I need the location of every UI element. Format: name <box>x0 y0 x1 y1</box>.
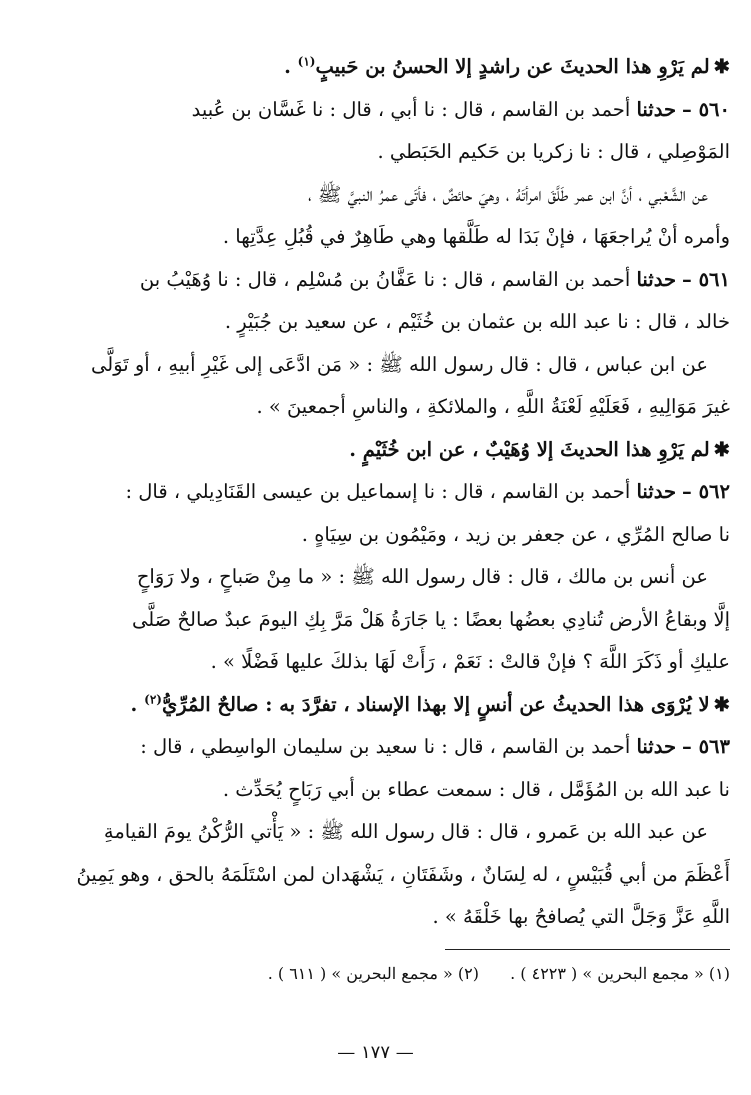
hadith-number: ٥٦٠ – <box>682 97 730 121</box>
text-line: غيرَ مَوَالِيهِ ، فَعَلَيْهِ لَعْنَةُ اللَّهِ ، والملائكةِ ، والناسِ أجمعينَ » . <box>256 395 730 418</box>
page-body <box>30 46 730 988</box>
hadith-number: ٥٦١ – <box>682 267 730 291</box>
hadith-number: ٥٦٢ – <box>682 480 730 503</box>
hadith-heading <box>30 726 730 769</box>
note-tail: . <box>130 692 138 716</box>
hadith-heading <box>30 259 730 302</box>
star-icon: ✱ <box>713 692 730 716</box>
star-icon: ✱ <box>713 55 730 78</box>
narration-note <box>30 684 730 727</box>
text-line: خالد ، قال : نا عبد الله بن عثمان بن خُثَيْم ، عن سعيد بن جُبَيْرٍ . <box>224 310 730 333</box>
note-text: لم يَرْوِ هذا الحديثَ عن راشدٍ إلا الحسنُ بن حَبيبٍ <box>315 55 710 78</box>
note-text: لا يُرْوَى هذا الحديثُ عن أنسٍ إلا بهذا الإسناد ، تفرَّدَ به : صالحٌ المُرِّيُّ <box>161 692 710 716</box>
text-line: عن ابن عباس ، قال : قال رسول الله ﷺ : « مَن ادَّعَى إلى غَيْرِ أبيهِ ، أو تَوَلَّى <box>91 352 708 376</box>
hadith-lead: حدثنا <box>636 267 677 291</box>
text-line: نا صالح المُرِّي ، عن جعفر بن زيد ، ومَيْمُون بن سِيَاهٍ . <box>301 522 730 546</box>
text-line: المَوْصِلي ، قال : نا زكريا بن حَكيم الحَبَطي . <box>377 140 730 163</box>
text-line: نا عبد الله بن المُؤَمَّل ، قال : سمعت عطاء بن أبي رَبَاحٍ يُحَدِّث . <box>222 777 730 801</box>
text-line: اللَّهِ عَزَّ وَجَلَّ التي يُصافحُ بها خَلْقَهُ » . <box>432 905 730 928</box>
hadith-text: أحمد بن القاسم ، قال : نا أبي ، قال : نا غَسَّان بن عُبيد <box>191 97 631 121</box>
text-line: أَعْظَمَ من أبي قُبَيْسٍ ، له لِسَانٌ ، وشَفَتَانِ ، يَشْهَدان لمن اسْتَلَمَهُ بالحق ، وهو يَمِينُ <box>76 862 730 886</box>
note-text: لم يَرْوِ هذا الحديثَ إلا وُهَيْبٌ ، عن ابن خُثَيْمٍ . <box>349 437 710 461</box>
footnote-ref: (١) <box>297 54 316 69</box>
hadith-heading <box>30 471 730 514</box>
text-line: عليكِ أو ذَكَرَ اللَّهَ ؟ فإنْ قالتْ : نَعَمْ ، رَأَتْ لَهَا بذلكَ عليها فَضْلًا » . <box>210 650 730 673</box>
footnote-ref: (٢) <box>144 692 162 706</box>
text-line: عن عبد الله بن عَمرو ، قال : قال رسول الله ﷺ : « يَأْتي الرُّكْنُ يومَ القيامةِ <box>103 820 708 843</box>
footnote-1: (١) « مجمع البحرين » ( ٤٢٢٣ ) . <box>510 963 730 983</box>
star-icon: ✱ <box>713 437 730 461</box>
hadith-lead: حدثنا <box>636 97 677 121</box>
text-line: عن أنس بن مالك ، قال : قال رسول الله ﷺ : « ما مِنْ صَباحٍ ، ولا رَوَاحٍ <box>136 565 708 588</box>
hadith-heading <box>30 89 730 132</box>
hadith-lead: حدثنا <box>636 480 677 503</box>
hadith-text: أحمد بن القاسم ، قال : نا عَفَّانُ بن مُسْلِم ، قال : نا وُهَيْبُ بن <box>139 267 631 291</box>
footnote-divider <box>445 949 730 950</box>
text-line: وأمره أنْ يُراجعَهَا ، فإنْ بَدَا له طَلَّقها وهي طَاهِرٌ في قُبُلِ عِدَّتِها . <box>222 225 730 248</box>
note-tail: . <box>284 55 291 78</box>
hadith-text: أحمد بن القاسم ، قال : نا سعيد بن سليمان الواسِطي ، قال : <box>140 735 631 758</box>
text-line: عن الشَّعْبي ، أنَّ ابن عمر طَلَّقَ امرأتَهُ ، وهيَ حائضٌ ، فأتَى عمرُ النبيَّ ﷺ ، <box>307 182 708 206</box>
narration-note <box>30 46 730 89</box>
hadith-text: أحمد بن القاسم ، قال : نا إسماعيل بن عيسى القَنَادِيلي ، قال : <box>125 480 631 503</box>
text-line: إلَّا وبقاعُ الأرض تُنادِي بعضُها بعضًا : يا جَارَةُ هَلْ مَرَّ بِكِ اليومَ عبدٌ صالحٌ صَلَّى <box>131 607 730 631</box>
page-number: — ١٧٧ — <box>337 1042 414 1063</box>
hadith-number: ٥٦٣ – <box>682 735 730 758</box>
narration-note <box>30 429 730 472</box>
footnote-2: (٢) « مجمع البحرين » ( ٦١١ ) . <box>267 963 479 983</box>
footnotes <box>30 960 730 988</box>
hadith-lead: حدثنا <box>636 735 677 758</box>
